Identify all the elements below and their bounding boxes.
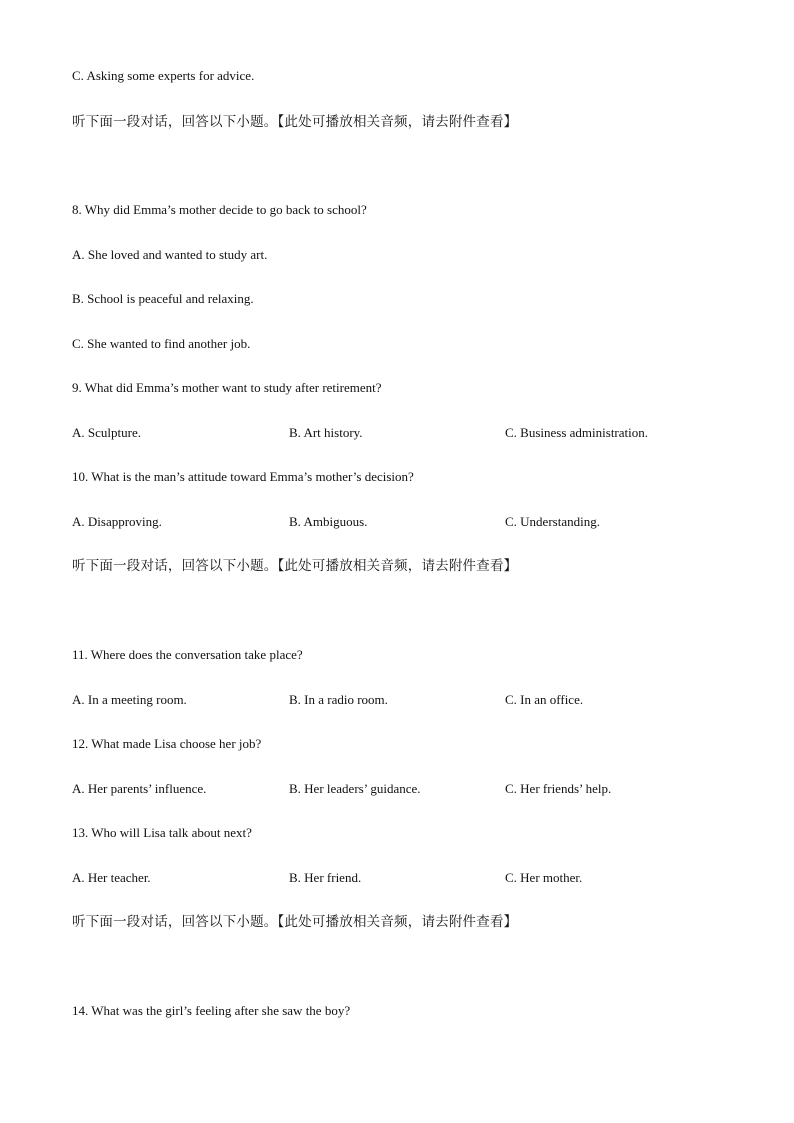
q11-option-b: B. In a radio room. xyxy=(289,692,388,707)
q10-option-c: C. Understanding. xyxy=(505,514,600,529)
q13-option-a: A. Her teacher. xyxy=(72,870,151,885)
q8-option-a: A. She loved and wanted to study art. xyxy=(72,247,268,262)
q10-option-b: B. Ambiguous. xyxy=(289,514,368,529)
q13-option-c: C. Her mother. xyxy=(505,870,583,885)
q13-question: 13. Who will Lisa talk about next? xyxy=(72,825,252,840)
listen-instruction-1: 听下面一段对话，回答以下小题。【此处可播放相关音频，请去附件查看】 xyxy=(72,114,518,130)
q14-question: 14. What was the girl’s feeling after she saw the boy? xyxy=(72,1003,351,1018)
listen-instruction-2: 听下面一段对话，回答以下小题。【此处可播放相关音频，请去附件查看】 xyxy=(72,558,518,574)
q8-option-b: B. School is peaceful and relaxing. xyxy=(72,291,254,306)
q9-option-a: A. Sculpture. xyxy=(72,425,141,440)
q12-option-c: C. Her friends’ help. xyxy=(505,781,612,796)
q12-question: 12. What made Lisa choose her job? xyxy=(72,736,262,751)
q7-option-c: C. Asking some experts for advice. xyxy=(72,68,255,83)
q12-option-a: A. Her parents’ influence. xyxy=(72,781,207,796)
q11-question: 11. Where does the conversation take place? xyxy=(72,647,303,662)
q10-option-a: A. Disapproving. xyxy=(72,514,162,529)
q12-option-b: B. Her leaders’ guidance. xyxy=(289,781,421,796)
q9-question: 9. What did Emma’s mother want to study after retirement? xyxy=(72,380,382,395)
q13-option-b: B. Her friend. xyxy=(289,870,362,885)
q11-option-a: A. In a meeting room. xyxy=(72,692,187,707)
q11-option-c: C. In an office. xyxy=(505,692,584,707)
q8-option-c: C. She wanted to find another job. xyxy=(72,336,251,351)
q8-question: 8. Why did Emma’s mother decide to go back to school? xyxy=(72,202,367,217)
q10-question: 10. What is the man’s attitude toward Emma’s mother’s decision? xyxy=(72,469,414,484)
q9-option-c: C. Business administration. xyxy=(505,425,648,440)
listen-instruction-3: 听下面一段对话，回答以下小题。【此处可播放相关音频，请去附件查看】 xyxy=(72,914,518,930)
q9-option-b: B. Art history. xyxy=(289,425,363,440)
